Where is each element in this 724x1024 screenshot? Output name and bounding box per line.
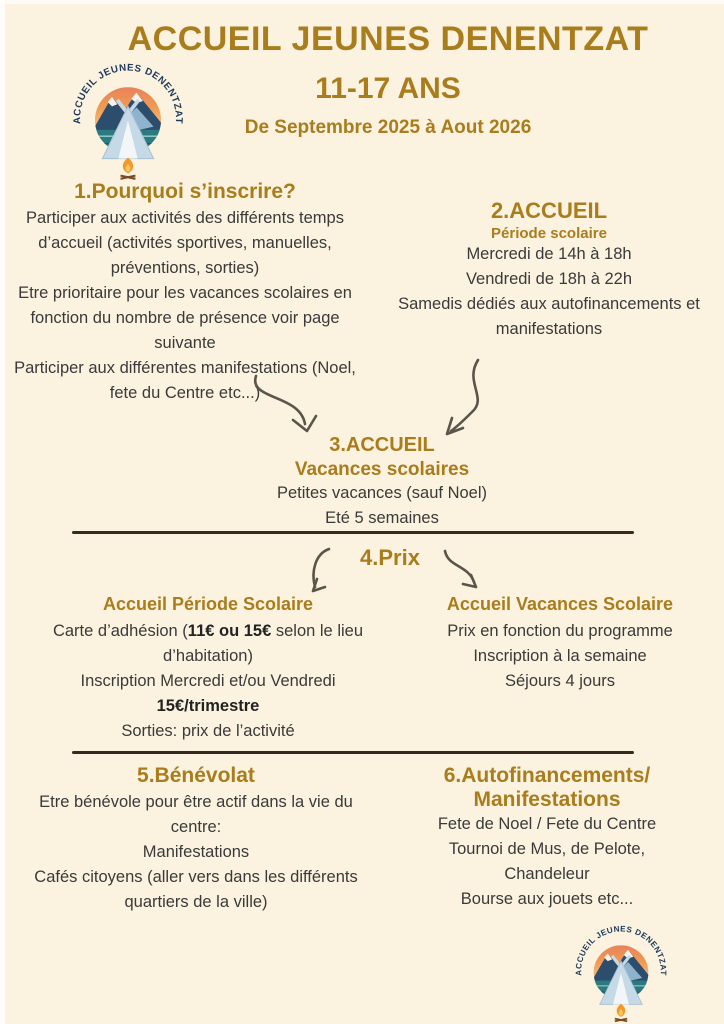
logo-campfire-icon	[121, 157, 136, 178]
page-edge-top	[0, 0, 724, 4]
curved-arrow-right-big-icon	[447, 360, 478, 434]
section-pourquoi-heading: 1.Pourquoi s’inscrire?	[74, 180, 296, 203]
autofinancements-heading-1: 6.Autofinancements/	[443, 764, 651, 787]
autofinancements-line-1: Fete de Noel / Fete du Centre	[437, 815, 657, 833]
adhesion-post: selon le lieu d’habitation)	[163, 622, 364, 665]
prix-vacances-heading: Accueil Vacances Scolaire	[446, 594, 674, 614]
section-pourquoi	[4, 180, 366, 406]
autofinancements-heading-2: Manifestations	[473, 788, 621, 811]
section-accueil-vacances	[40, 434, 724, 531]
section-vacances-line-1: Petites vacances (sauf Noel)	[276, 484, 487, 502]
brand-logo-bottom	[568, 916, 674, 1024]
trimestre-price: 15€/trimestre	[156, 697, 260, 715]
autofinancements-line-4: Bourse aux jouets etc...	[460, 890, 634, 908]
section-accueil-subheading: Période scolaire	[491, 225, 607, 242]
prix-scolaire-line-4: Sorties: prix de l’activité	[121, 722, 295, 740]
autofinancements-line-3: Chandeleur	[504, 865, 590, 883]
section-accueil-scolaire	[382, 198, 716, 342]
section-accueil-heading: 2.ACCUEIL	[490, 198, 608, 223]
section-prix-vacances	[412, 594, 708, 694]
adhesion-pre: Carte d’adhésion (	[52, 622, 188, 640]
logo-campfire-icon	[615, 1004, 627, 1022]
section-autofinancements	[382, 764, 712, 912]
prix-scolaire-adhesion	[10, 619, 406, 669]
divider-bottom	[72, 751, 634, 754]
page-title: ACCUEIL JEUNES DENENTZAT	[127, 20, 649, 58]
age-range: 11-17 ANS	[315, 72, 461, 105]
section-pourquoi-line-1: Participer aux activités des différents temps d’accueil (activités sportives, manuelles, préventions, sorties)	[26, 209, 344, 277]
section-vacances-subheading: Vacances scolaires	[294, 459, 470, 480]
prix-scolaire-heading: Accueil Période Scolaire	[102, 594, 314, 614]
prix-scolaire-line-2: Inscription Mercredi et/ou Vendredi	[80, 672, 336, 690]
section-accueil-line-3: Samedis dédiés aux autofinancements et manifestations	[398, 295, 700, 338]
prix-vacances-line-2: Inscription à la semaine	[473, 647, 647, 665]
prix-vacances-line-3: Séjours 4 jours	[504, 672, 616, 690]
autofinancements-line-2: Tournoi de Mus, de Pelote,	[448, 840, 646, 858]
section-prix-periode-scolaire	[10, 594, 406, 744]
section-benevolat	[12, 764, 380, 915]
adhesion-price: 11€ ou 15€	[187, 622, 272, 640]
prix-scolaire-line-3	[10, 694, 406, 719]
section-accueil-line-1: Mercredi de 14h à 18h	[466, 245, 632, 263]
benevolat-line-2: Manifestations	[142, 843, 250, 861]
divider-top	[72, 531, 634, 534]
logo-ring-text: ACCUEIL JEUNES DENENTZAT	[71, 62, 185, 125]
section-prix-heading: 4.Prix	[360, 545, 420, 570]
logo-ring-text: ACCUEIL JEUNES DENENTZAT	[574, 924, 668, 976]
section-vacances-line-2: Eté 5 semaines	[325, 509, 439, 527]
prix-vacances-line-1: Prix en fonction du programme	[447, 622, 673, 640]
section-vacances-heading: 3.ACCUEIL	[329, 434, 435, 456]
section-pourquoi-line-3: Participer aux différentes manifestations (Noel, fete du Centre etc...)	[14, 359, 356, 402]
page-edge-left	[0, 0, 5, 1024]
section-pourquoi-line-2: Etre prioritaire pour les vacances scolaires en fonction du nombre de présence voir page suivante	[18, 284, 352, 352]
section-accueil-line-2: Vendredi de 18h à 22h	[465, 270, 633, 288]
benevolat-line-3: Cafés citoyens (aller vers dans les différents quartiers de la ville)	[34, 868, 358, 911]
section-benevolat-heading: 5.Bénévolat	[137, 764, 255, 787]
date-range: De Septembre 2025 à Aout 2026	[244, 117, 532, 138]
benevolat-line-1: Etre bénévole pour être actif dans la vie du centre:	[39, 793, 353, 836]
